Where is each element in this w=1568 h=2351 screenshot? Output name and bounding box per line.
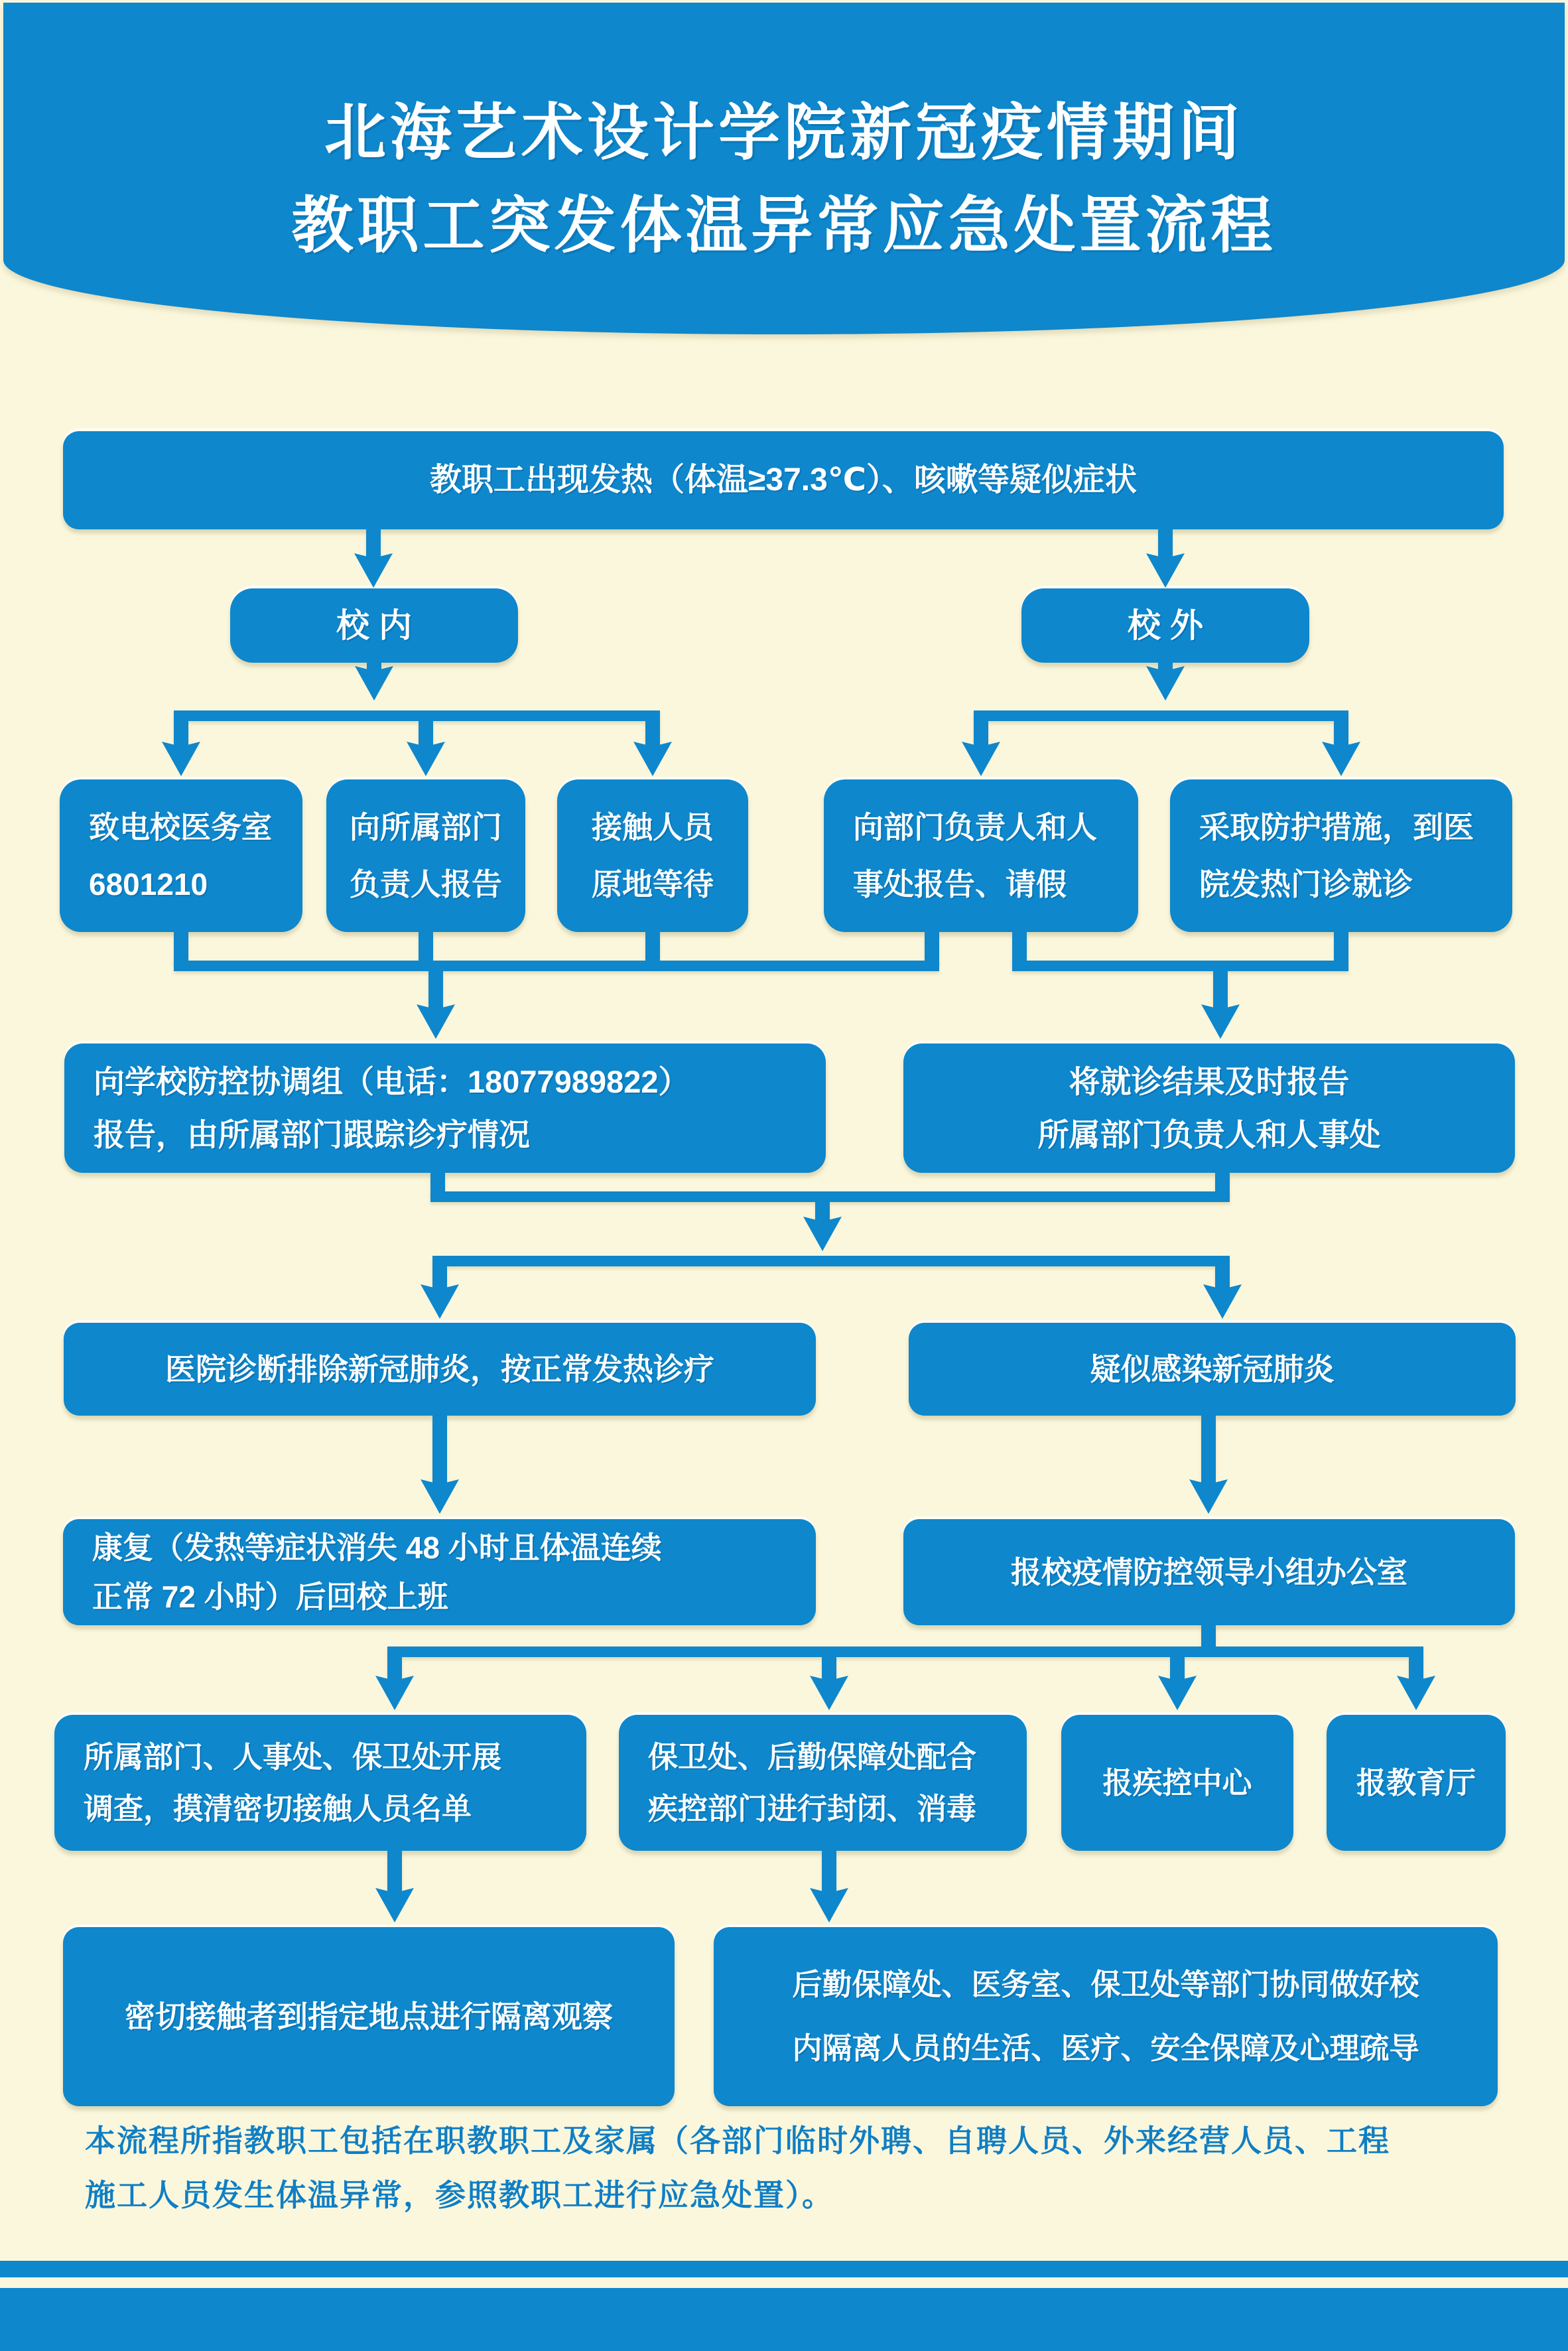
connector-stub-13 (645, 932, 660, 963)
flow-box-suspected (909, 1323, 1516, 1416)
flow-box-line: 医院诊断排除新冠肺炎，按正常发热诊疗 (165, 1352, 714, 1386)
flow-box-line: 负责人报告 (350, 867, 502, 902)
flow-box-call-clinic (60, 779, 302, 932)
flow-box-line: 报校疫情防控领导小组办公室 (1011, 1555, 1407, 1589)
banner (3, 3, 1565, 334)
flow-box-line: 密切接触者到指定地点进行隔离观察 (125, 1999, 613, 2034)
connector-arrow-shaft-6 (174, 721, 188, 747)
flow-box-line: 疾控部门进行封闭、消毒 (648, 1791, 977, 1826)
flow-box-report-hr (824, 779, 1138, 932)
connector-stub-12 (419, 932, 433, 963)
poster-title-line1: 北海艺术设计学院新冠疫情期间 (324, 98, 1244, 167)
connector-bar-25 (432, 1256, 1230, 1266)
flow-box-seal-disinfect (619, 1715, 1027, 1851)
connector-arrow-shaft-34 (1170, 1657, 1185, 1681)
flow-box-line: 原地等待 (592, 867, 714, 902)
connector-arrowhead-7 (407, 742, 445, 776)
connector-arrowhead-2 (355, 666, 393, 701)
poster-title (3, 3, 1565, 272)
flow-box-protect-hospital (1170, 779, 1512, 932)
flow-box-line: 报告，由所属部门跟踪诊疗情况 (94, 1116, 530, 1152)
connector-arrowhead-27 (1203, 1284, 1242, 1319)
connector-bar-5 (974, 710, 1348, 721)
flow-box-line: 报疾控中心 (1102, 1765, 1252, 1800)
poster-title-line2: 教职工突发体温异常应急处置流程 (291, 191, 1277, 260)
connector-stub-14 (925, 932, 939, 963)
connector-stub-30 (1201, 1625, 1216, 1649)
bottom-stripe-thin (0, 2261, 1568, 2277)
flow-box-line: 采取防护措施，到医 (1199, 810, 1474, 844)
connector-arrow-shaft-24 (815, 1202, 830, 1222)
flow-box-line: 疑似感染新冠肺炎 (1090, 1352, 1335, 1386)
flow-box-report-office (903, 1519, 1515, 1625)
connector-arrow-shaft-29 (1201, 1416, 1216, 1485)
connector-arrowhead-24 (803, 1217, 842, 1251)
connector-arrow-shaft-35 (1409, 1657, 1423, 1681)
flow-box-line: 向部门负责人和人 (853, 810, 1097, 844)
connector-arrow-shaft-27 (1215, 1266, 1230, 1290)
flow-box-line: 所属部门、人事处、保卫处开展 (84, 1739, 502, 1774)
flow-box-line: 校 外 (1128, 607, 1203, 644)
connector-bar-18 (1012, 961, 1348, 971)
connector-arrowhead-6 (162, 742, 200, 776)
flow-box-line: 后勤保障处、医务室、保卫处等部门协同做好校 (792, 1968, 1419, 2001)
connector-arrow-shaft-19 (428, 971, 443, 1010)
connector-arrow-shaft-36 (387, 1851, 402, 1893)
connector-arrowhead-9 (962, 742, 1000, 776)
flow-box-line: 康复（发热等症状消失 48 小时且体温连续 (92, 1530, 662, 1565)
connector-arrowhead-32 (375, 1676, 414, 1710)
connector-stub-11 (174, 932, 188, 963)
flow-box-symptom (63, 431, 1504, 529)
connector-arrowhead-1 (1146, 553, 1185, 588)
flow-box-quarantine (63, 1927, 675, 2106)
flow-box-line: 报教育厅 (1356, 1765, 1476, 1800)
connector-arrowhead-10 (1322, 742, 1360, 776)
flow-box-line: 接触人员 (592, 810, 714, 844)
connector-arrow-shaft-32 (387, 1657, 402, 1681)
connector-arrowhead-28 (421, 1479, 459, 1514)
flow-box-line: 将就诊结果及时报告 (1069, 1063, 1350, 1099)
flow-box-on-campus (230, 588, 518, 663)
connector-arrowhead-3 (1146, 666, 1185, 701)
connector-bar-31 (387, 1646, 1423, 1657)
flow-box-line: 校 内 (336, 607, 412, 644)
flow-box-line: 调查，摸清密切接触人员名单 (84, 1791, 472, 1826)
connector-arrow-shaft-26 (432, 1266, 447, 1290)
connector-arrow-shaft-33 (822, 1657, 836, 1681)
connector-arrow-shaft-7 (419, 721, 433, 747)
connector-arrowhead-34 (1158, 1676, 1197, 1710)
connector-bar-17 (174, 961, 939, 971)
connector-arrowhead-0 (354, 553, 393, 588)
connector-arrowhead-35 (1397, 1676, 1435, 1710)
connector-arrowhead-33 (810, 1676, 848, 1710)
flow-box-line: 所属部门负责人和人事处 (1037, 1116, 1381, 1152)
connector-stub-16 (1334, 932, 1348, 963)
flow-box-report-dept (326, 779, 525, 932)
flow-box-investigate (54, 1715, 586, 1851)
flow-box-edu (1327, 1715, 1506, 1851)
flow-box-recover (63, 1519, 816, 1625)
flow-box-cdc (1061, 1715, 1293, 1851)
flow-box-line: 致电校医务室 (89, 810, 272, 844)
flow-box-report-result (903, 1043, 1515, 1173)
flow-box-support (714, 1927, 1498, 2106)
flow-box-line: 事处报告、请假 (853, 867, 1067, 902)
flow-box-line: 向学校防控协调组（电话：18077989822） (94, 1063, 690, 1099)
footer-note-line2: 施工人员发生体温异常，参照教职工进行应急处置）。 (85, 2178, 834, 2212)
connector-arrowhead-37 (810, 1888, 848, 1922)
connector-arrow-shaft-28 (432, 1416, 447, 1485)
flow-box-line: 教职工出现发热（体温≥37.3℃）、咳嗽等疑似症状 (430, 462, 1137, 498)
connector-arrow-shaft-37 (822, 1851, 836, 1893)
footer-note-line1: 本流程所指教职工包括在职教职工及家属（各部门临时外聘、自聘人员、外来经营人员、工程 (85, 2123, 1390, 2158)
connector-arrow-shaft-20 (1213, 971, 1228, 1010)
connector-arrowhead-8 (633, 742, 672, 776)
bottom-stripe-thick (0, 2288, 1568, 2351)
flow-box-line: 向所属部门 (350, 810, 502, 844)
flow-box-off-campus (1021, 588, 1309, 663)
flow-box-coord-group (64, 1043, 826, 1173)
flow-box-line: 内隔离人员的生活、医疗、安全保障及心理疏导 (792, 2031, 1419, 2065)
connector-stub-15 (1012, 932, 1027, 963)
flow-box-line: 6801210 (89, 867, 208, 902)
connector-bar-23 (430, 1191, 1230, 1202)
flow-box-excluded (64, 1323, 816, 1416)
connector-arrowhead-20 (1201, 1004, 1240, 1039)
connector-bar-4 (174, 710, 660, 721)
flow-box-stay-put (557, 779, 748, 932)
connector-arrowhead-36 (375, 1888, 414, 1922)
connector-arrowhead-29 (1189, 1479, 1228, 1514)
connector-arrow-shaft-0 (366, 529, 381, 559)
connector-arrow-shaft-10 (1334, 721, 1348, 747)
flow-box-line: 正常 72 小时）后回校上班 (92, 1579, 448, 1614)
flow-box-line: 院发热门诊就诊 (1199, 867, 1413, 902)
connector-arrow-shaft-1 (1158, 529, 1173, 559)
connector-arrowhead-26 (421, 1284, 459, 1319)
flow-box-line: 保卫处、后勤保障处配合 (648, 1739, 977, 1774)
footer-note (85, 2114, 1508, 2222)
connector-arrowhead-19 (417, 1004, 455, 1039)
connector-arrow-shaft-9 (974, 721, 988, 747)
connector-arrow-shaft-8 (645, 721, 660, 747)
